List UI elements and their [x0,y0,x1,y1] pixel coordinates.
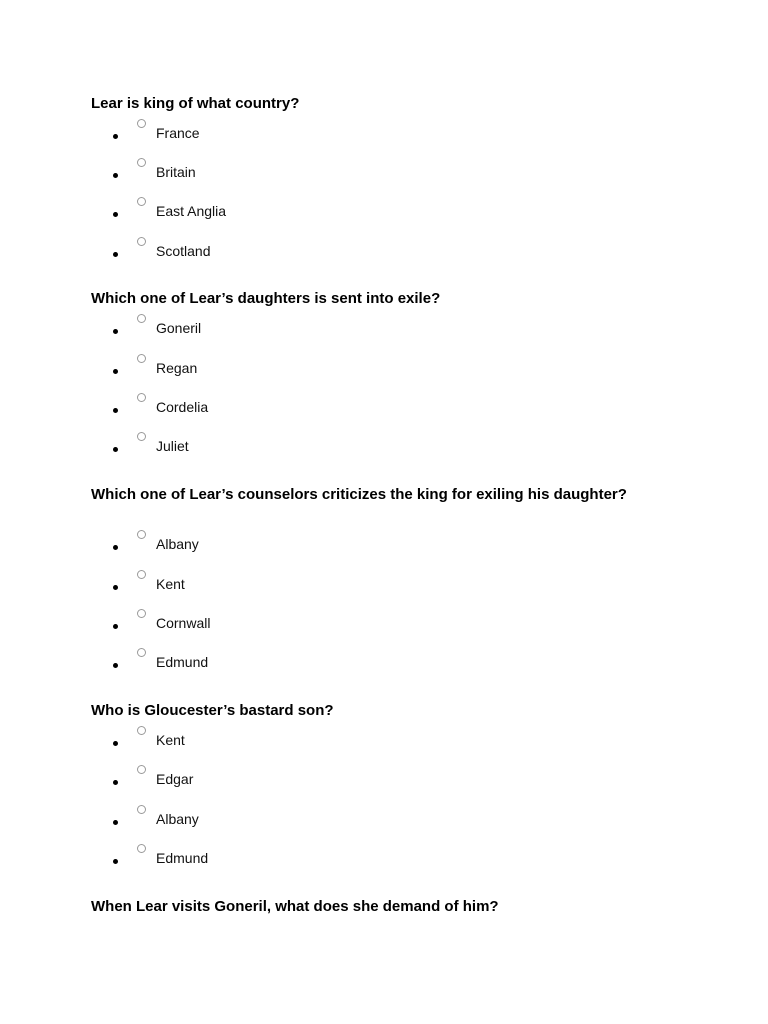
question-4-text: Who is Gloucester’s bastard son? [91,702,334,719]
option-label: Edgar [156,771,194,787]
bullet-icon [113,663,118,668]
bullet-icon [113,780,118,785]
question-1-text: Lear is king of what country? [91,95,300,112]
question-2-text: Which one of Lear’s daughters is sent into exile? [91,290,441,307]
question-3-option-1[interactable] [0,536,400,566]
question-1-option-3[interactable] [0,203,400,233]
question-1-option-1[interactable] [0,125,400,155]
radio-button[interactable] [137,354,146,363]
bullet-icon [113,545,118,550]
option-label: Juliet [156,438,189,454]
bullet-icon [113,408,118,413]
bullet-icon [113,134,118,139]
question-1-option-4[interactable] [0,243,400,273]
question-2-option-3[interactable] [0,399,400,429]
question-5-text: When Lear visits Goneril, what does she demand of him? [91,898,499,915]
bullet-icon [113,173,118,178]
option-label: Kent [156,732,185,748]
question-3-option-4[interactable] [0,654,400,684]
option-label: Edmund [156,654,209,670]
radio-button[interactable] [137,765,146,774]
option-label: France [156,125,200,141]
radio-button[interactable] [137,726,146,735]
option-label: Kent [156,576,185,592]
radio-button[interactable] [137,393,146,402]
radio-button[interactable] [137,648,146,657]
option-label: Edmund [156,850,209,866]
radio-button[interactable] [137,570,146,579]
bullet-icon [113,624,118,629]
option-label: Albany [156,811,199,827]
radio-button[interactable] [137,314,146,323]
radio-button[interactable] [137,609,146,618]
radio-button[interactable] [137,530,146,539]
radio-button[interactable] [137,119,146,128]
radio-button[interactable] [137,197,146,206]
question-3-text: Which one of Lear’s counselors criticizes the king for exiling his daughter? [91,486,627,503]
question-4-option-4[interactable] [0,850,400,880]
option-label: Albany [156,536,199,552]
radio-button[interactable] [137,158,146,167]
option-label: East Anglia [156,203,227,219]
option-label: Regan [156,360,198,376]
radio-button[interactable] [137,805,146,814]
question-2-option-4[interactable] [0,438,400,468]
radio-button[interactable] [137,432,146,441]
option-label: Scotland [156,243,211,259]
question-2-option-1[interactable] [0,320,400,350]
question-3-option-3[interactable] [0,615,400,645]
question-4-option-1[interactable] [0,732,400,762]
bullet-icon [113,585,118,590]
question-1-option-2[interactable] [0,164,400,194]
bullet-icon [113,369,118,374]
option-label: Goneril [156,320,202,336]
option-label: Britain [156,164,196,180]
question-2-option-2[interactable] [0,360,400,390]
bullet-icon [113,859,118,864]
question-4-option-3[interactable] [0,811,400,841]
bullet-icon [113,252,118,257]
bullet-icon [113,212,118,217]
bullet-icon [113,741,118,746]
radio-button[interactable] [137,844,146,853]
question-4-option-2[interactable] [0,771,400,801]
bullet-icon [113,329,118,334]
bullet-icon [113,820,118,825]
bullet-icon [113,447,118,452]
radio-button[interactable] [137,237,146,246]
option-label: Cornwall [156,615,211,631]
option-label: Cordelia [156,399,209,415]
question-3-option-2[interactable] [0,576,400,606]
